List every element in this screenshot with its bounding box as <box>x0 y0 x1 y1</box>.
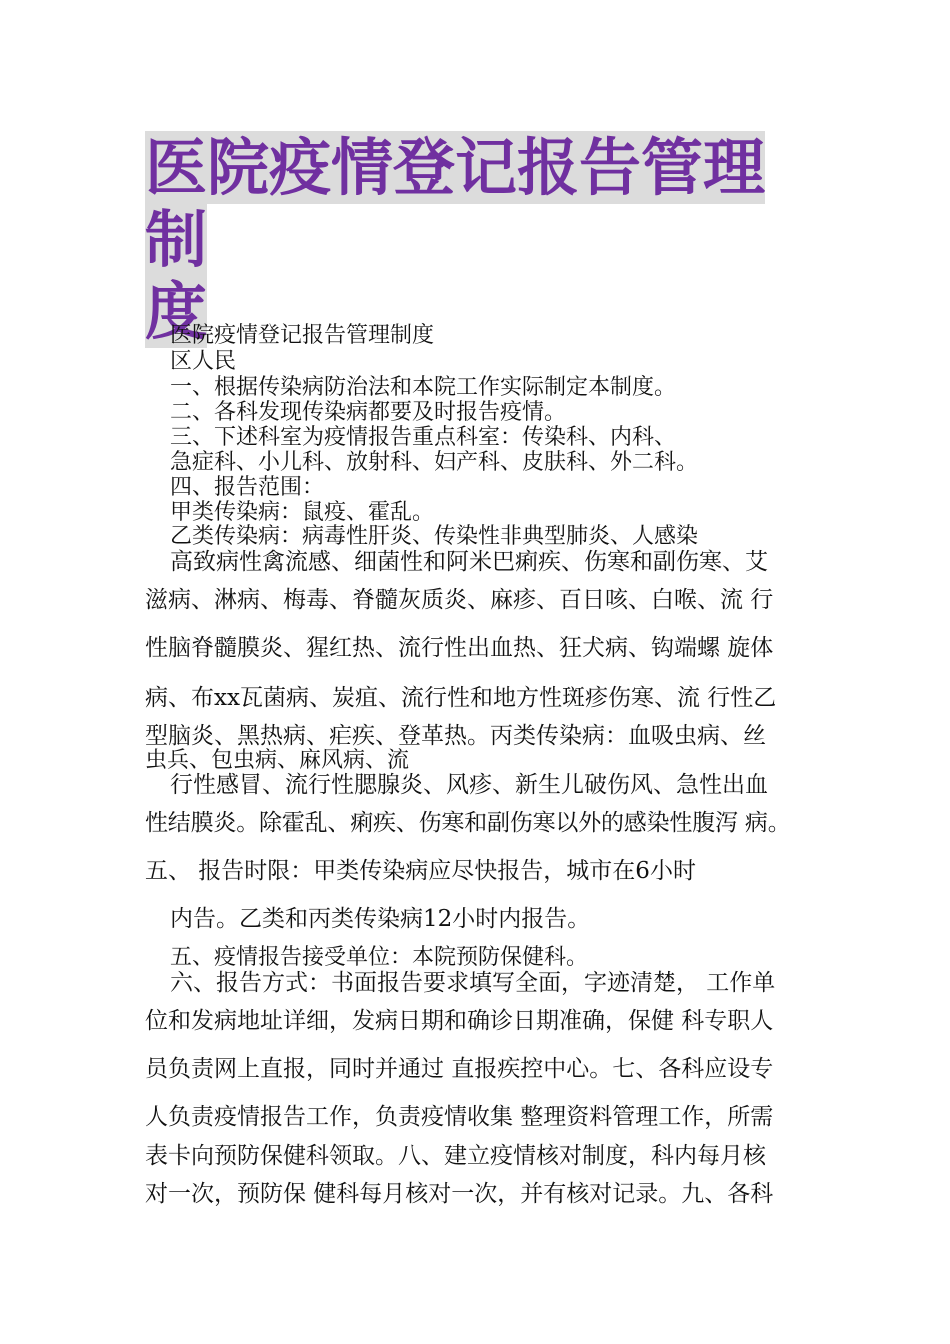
line-para-6: 虫兵、包虫病、麻风病、流 <box>145 748 410 773</box>
line-clause-8: 表卡向预防保健科领取。八、建立疫情核对制度，科内每月核 <box>145 1143 766 1169</box>
line-clause-6: 六、报告方式：书面报告要求填写全面，字迹清楚， 工作单 <box>170 970 776 996</box>
line-clause-8-cont: 对一次，预防保 健科每月核对一次，并有核对记录。九、各科 <box>145 1181 774 1207</box>
line-clause-6-cont-2: 员负责网上直报，同时并通过 直报疾控中心。七、各科应设专 <box>145 1056 774 1082</box>
line-author: 区人民 <box>170 349 237 374</box>
line-para-5: 型脑炎、黑热病、疟疾、登革热。丙类传染病：血吸虫病、丝 <box>145 723 766 749</box>
line-clause-3: 三、下述科室为疫情报告重点科室：传染科、内科、 <box>170 425 677 450</box>
line-clause-5-cont: 内告。乙类和丙类传染病12小时内报告。 <box>170 906 591 932</box>
line-para-4: 病、布xx瓦菌病、炭疽、流行性和地方性斑疹伤寒、流 行性乙 <box>145 685 777 711</box>
line-class-b: 乙类传染病：病毒性肝炎、传染性非典型肺炎、人感染 <box>170 524 699 549</box>
line-clause-3-cont: 急症科、小儿科、放射科、妇产科、皮肤科、外二科。 <box>170 450 699 475</box>
line-clause-5b: 五、疫情报告接受单位：本院预防保健科。 <box>170 945 589 970</box>
line-clause-6-cont-1: 位和发病地址详细，发病日期和确诊日期准确，保健 科专职人 <box>145 1008 774 1034</box>
line-para-1: 高致病性禽流感、细菌性和阿米巴痢疾、伤寒和副伤寒、艾 <box>170 549 768 575</box>
title-line-2: 度 <box>145 275 208 348</box>
title-line-1: 医院疫情登记报告管理制 <box>145 131 766 276</box>
line-para-2: 滋病、淋病、梅毒、脊髓灰质炎、麻疹、百日咳、白喉、流 行 <box>145 587 774 613</box>
line-para-7: 行性感冒、流行性腮腺炎、风疹、新生儿破伤风、急性出血 <box>170 772 768 798</box>
line-clause-7: 人负责疫情报告工作，负责疫情收集 整理资料管理工作，所需 <box>145 1104 774 1130</box>
line-para-3: 性脑脊髓膜炎、猩红热、流行性出血热、狂犬病、钩端螺 旋体 <box>145 635 774 661</box>
line-subtitle: 医院疫情登记报告管理制度 <box>170 323 435 348</box>
line-class-a: 甲类传染病：鼠疫、霍乱。 <box>170 500 435 525</box>
line-clause-5: 五、 报告时限：甲类传染病应尽快报告，城市在6小时 <box>145 858 696 884</box>
line-clause-2: 二、各科发现传染病都要及时报告疫情。 <box>170 400 567 425</box>
line-para-8: 性结膜炎。除霍乱、痢疾、伤寒和副伤寒以外的感染性腹泻 病。 <box>145 810 791 836</box>
line-clause-4: 四、报告范围： <box>170 475 325 500</box>
line-clause-1: 一、根据传染病防治法和本院工作实际制定本制度。 <box>170 375 677 400</box>
